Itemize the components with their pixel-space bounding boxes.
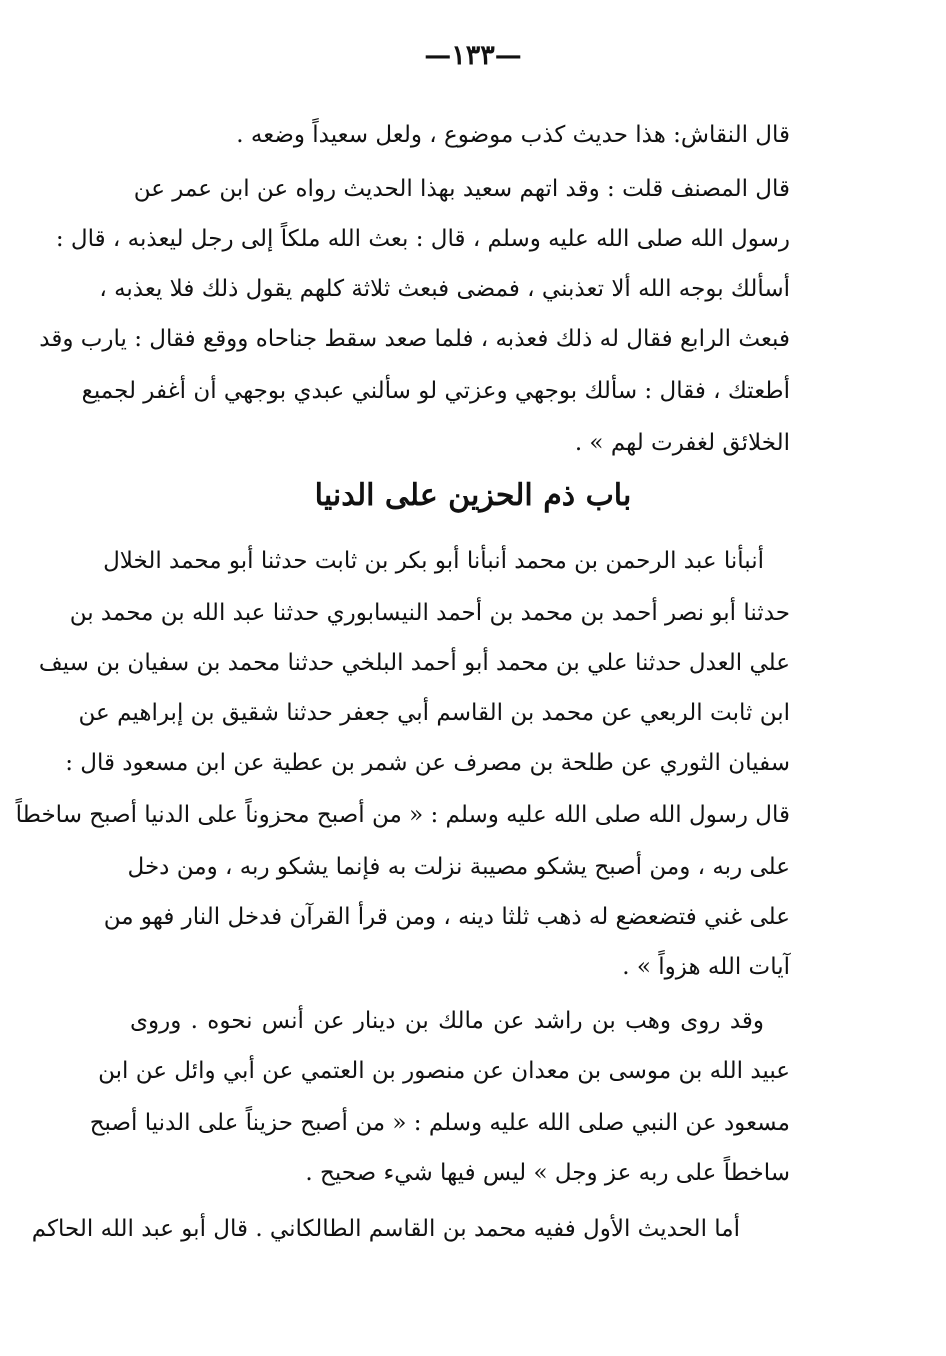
section-heading: باب ذم الحزين على الدنيا [314,478,632,513]
paragraph-5-line-1: أما الحديث الأول ففيه محمد بن القاسم الطالكاني . قال أبو عبد الله الحاكم [31,1216,740,1242]
paragraph-4-line-1: وقد روى وهب بن راشد عن مالك بن دينار عن أنس نحوه . وروى [130,1008,764,1034]
paragraph-2-line-3: أسألك بوجه الله ألا تعذبني ، فمضى فبعث ثلاثة كلهم يقول ذلك فلا يعذبه ، [99,276,790,302]
paragraph-2-line-6: الخلائق لغفرت لهم » . [574,430,790,456]
paragraph-3-line-1: أنبأنا عبد الرحمن بن محمد أنبأنا أبو بكر بن ثابت حدثنا أبو محمد الخلال [103,548,764,574]
paragraph-3-line-4: ابن ثابت الربعي عن محمد بن القاسم أبي جعفر حدثنا شقيق بن إبراهيم عن [78,700,790,726]
paragraph-2-line-1: قال المصنف قلت : وقد اتهم سعيد بهذا الحديث رواه عن ابن عمر عن [133,176,790,202]
paragraph-1-line-1: قال النقاش: هذا حديث كذب موضوع ، ولعل سعيداً وضعه . [236,122,790,148]
paragraph-3-line-5: سفيان الثوري عن طلحة بن مصرف عن شمر بن عطية عن ابن مسعود قال : [65,750,790,776]
paragraph-2-line-5: أطعتك ، فقال : سألك بوجهي وعزتي لو سألني عبدي بوجهي أن أغفر لجميع [81,378,790,404]
paragraph-3-line-9: آيات الله هزواً » . [622,954,790,980]
paragraph-4-line-3: مسعود عن النبي صلى الله عليه وسلم : « من أصبح حزيناً على الدنيا أصبح [89,1110,790,1136]
paragraph-2-line-2: رسول الله صلى الله عليه وسلم ، قال : بعث الله ملكاً إلى رجل ليعذبه ، قال : [55,226,790,252]
paragraph-3-line-3: علي العدل حدثنا علي بن محمد أبو أحمد البلخي حدثنا محمد بن سفيان بن سيف [38,650,790,676]
paragraph-4-line-2: عبيد الله بن موسى بن معدان عن منصور بن العتمي عن أبي وائل عن ابن [98,1058,790,1084]
paragraph-4-line-4: ساخطاً على ربه عز وجل » ليس فيها شيء صحيح . [305,1160,790,1186]
paragraph-3-line-2: حدثنا أبو نصر أحمد بن محمد بن أحمد النيسابوري حدثنا عبد الله بن محمد بن [69,600,790,626]
page-number: —١٣٣— [424,40,522,71]
paragraph-3-line-8: على غني فتضعضع له ذهب ثلثا دينه ، ومن قرأ القرآن فدخل النار فهو من [103,904,790,930]
paragraph-2-line-4: فبعث الرابع فقال له ذلك فعذبه ، فلما صعد سقط جناحاه ووقع فقال : يارب وقد [39,326,790,352]
paragraph-3-line-7: على ربه ، ومن أصبح يشكو مصيبة نزلت به فإنما يشكو ربه ، ومن دخل [127,854,790,880]
paragraph-3-line-6: قال رسول الله صلى الله عليه وسلم : « من أصبح محزوناً على الدنيا أصبح ساخطاً [15,802,790,828]
